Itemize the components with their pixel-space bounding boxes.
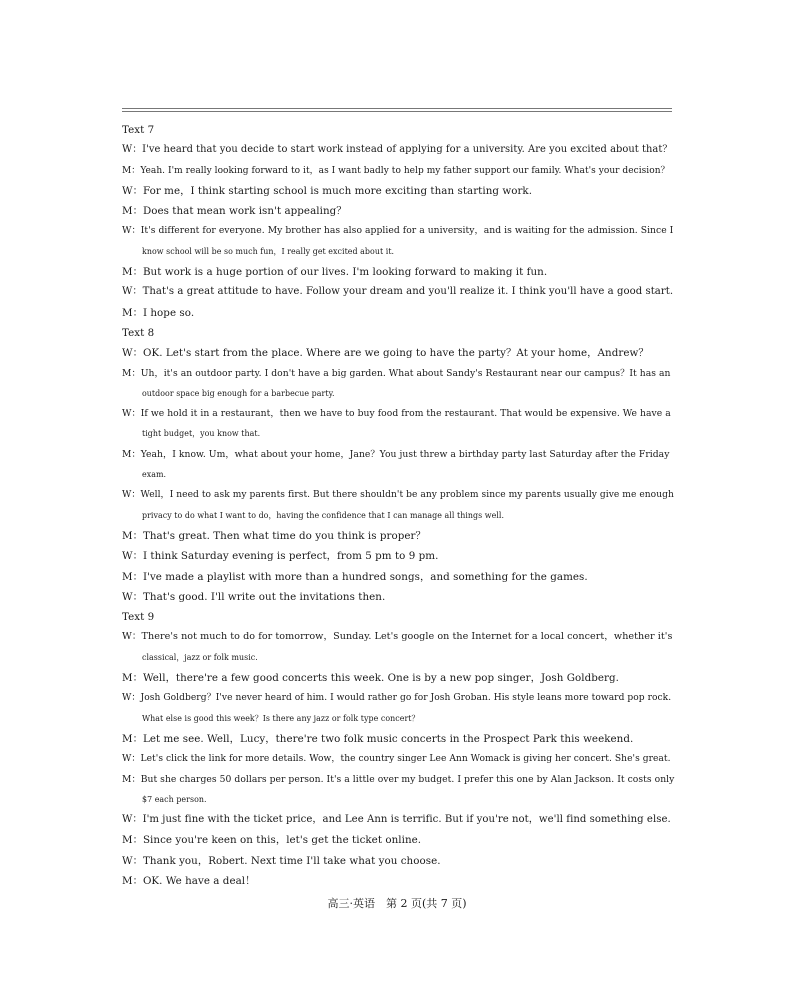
dialogue-line: W：I'm just fine with the ticket price，and Lee Ann is terrific. But if you're not，we'll find something else. [122, 814, 671, 826]
dialogue-line: M：I hope so. [122, 306, 195, 319]
top-rule-upper [122, 108, 672, 109]
dialogue-line: M：Let me see. Well，Lucy，there're two folk music concerts in the Prospect Park this weekend. [122, 732, 634, 745]
dialogue-line: M：Yeah，I know. Um，what about your home，Jane？You just threw a birthday party last Saturday after the Friday [122, 448, 670, 460]
dialogue-line: W：That's a great attitude to have. Follow your dream and you'll realize it. I think you'll have a good start. [122, 286, 674, 298]
dialogue-line: M：That's great. Then what time do you think is proper？ [122, 529, 426, 542]
dialogue-line: W：Josh Goldberg？I've never heard of him. I would rather go for Josh Groban. His style leans more toward pop rock. [122, 693, 672, 704]
dialogue-line: M：But work is a huge portion of our lives. I'm looking forward to making it fun. [122, 266, 548, 279]
dialogue-line: M：Well，there're a few good concerts this week. One is by a new pop singer，Josh Goldberg. [122, 672, 619, 685]
section-heading: Text 8 [122, 326, 155, 339]
dialogue-line: W：That's good. I'll write out the invitations then. [122, 590, 386, 603]
dialogue-line: M：But she charges 50 dollars per person. It's a little over my budget. I prefer this one by Alan Jackson. It costs only [122, 773, 675, 785]
dialogue-line: M：OK. We have a deal！ [122, 874, 256, 887]
dialogue-line: W：I think Saturday evening is perfect，from 5 pm to 9 pm. [122, 550, 439, 563]
dialogue-line-continuation: know school will be so much fun，I really get excited about it. [142, 246, 395, 256]
dialogue-line: W：OK. Let's start from the place. Where are we going to have the party？At your home，Andrew？ [122, 347, 649, 360]
dialogue-line: W：Let's click the link for more details. Wow，the country singer Lee Ann Womack is giving her concert. She's great. [122, 754, 671, 765]
dialogue-line: M：I've made a playlist with more than a hundred songs，and something for the games. [122, 570, 588, 583]
section-heading: Text 9 [122, 611, 155, 624]
dialogue-line-continuation: classical，jazz or folk music. [142, 652, 258, 662]
top-rule-lower [122, 111, 672, 112]
dialogue-line-continuation: tight budget，you know that. [142, 429, 261, 439]
dialogue-line-continuation: exam. [142, 470, 167, 480]
dialogue-line-continuation: privacy to do what I want to do，having the confidence that I can manage all things well. [142, 510, 505, 520]
transcript-body [122, 120, 674, 891]
dialogue-line: M：Does that mean work isn't appealing？ [122, 205, 347, 218]
dialogue-line: W：There's not much to do for tomorrow，Sunday. Let's google on the Internet for a local concert，whether it's [122, 631, 673, 643]
dialogue-line: W：I've heard that you decide to start work instead of applying for a university. Are you excited about that？ [122, 144, 673, 156]
section-heading: Text 7 [122, 124, 155, 136]
dialogue-line: W：If we hold it in a restaurant，then we have to buy food from the restaurant. That would be expensive. We have a [122, 408, 671, 420]
dialogue-line-continuation: $7 each person. [142, 794, 207, 804]
page-footer: 高三·英语 第 2 页(共 7 页) [327, 897, 467, 910]
dialogue-line-continuation: What else is good this week？Is there any jazz or folk type concert？ [142, 713, 420, 723]
dialogue-line: W：It's different for everyone. My brother has also applied for a university，and is waiting for the admission. Since I [122, 225, 674, 237]
dialogue-line: W：For me，I think starting school is much more exciting than starting work. [122, 184, 533, 197]
dialogue-line: W：Well，I need to ask my parents first. But there shouldn't be any problem since my parents usually give me enough [122, 490, 674, 501]
dialogue-line: M：Since you're keen on this，let's get the ticket online. [122, 834, 422, 847]
dialogue-line: W：Thank you，Robert. Next time I'll take what you choose. [122, 854, 441, 867]
dialogue-line: M：Uh，it's an outdoor party. I don't have a big garden. What about Sandy's Restaurant near our campus？It has an [122, 367, 671, 379]
dialogue-line: M：Yeah. I'm really looking forward to it，as I want badly to help my father support our family. What's your decision？ [122, 165, 670, 176]
dialogue-line-continuation: outdoor space big enough for a barbecue party. [142, 388, 335, 398]
